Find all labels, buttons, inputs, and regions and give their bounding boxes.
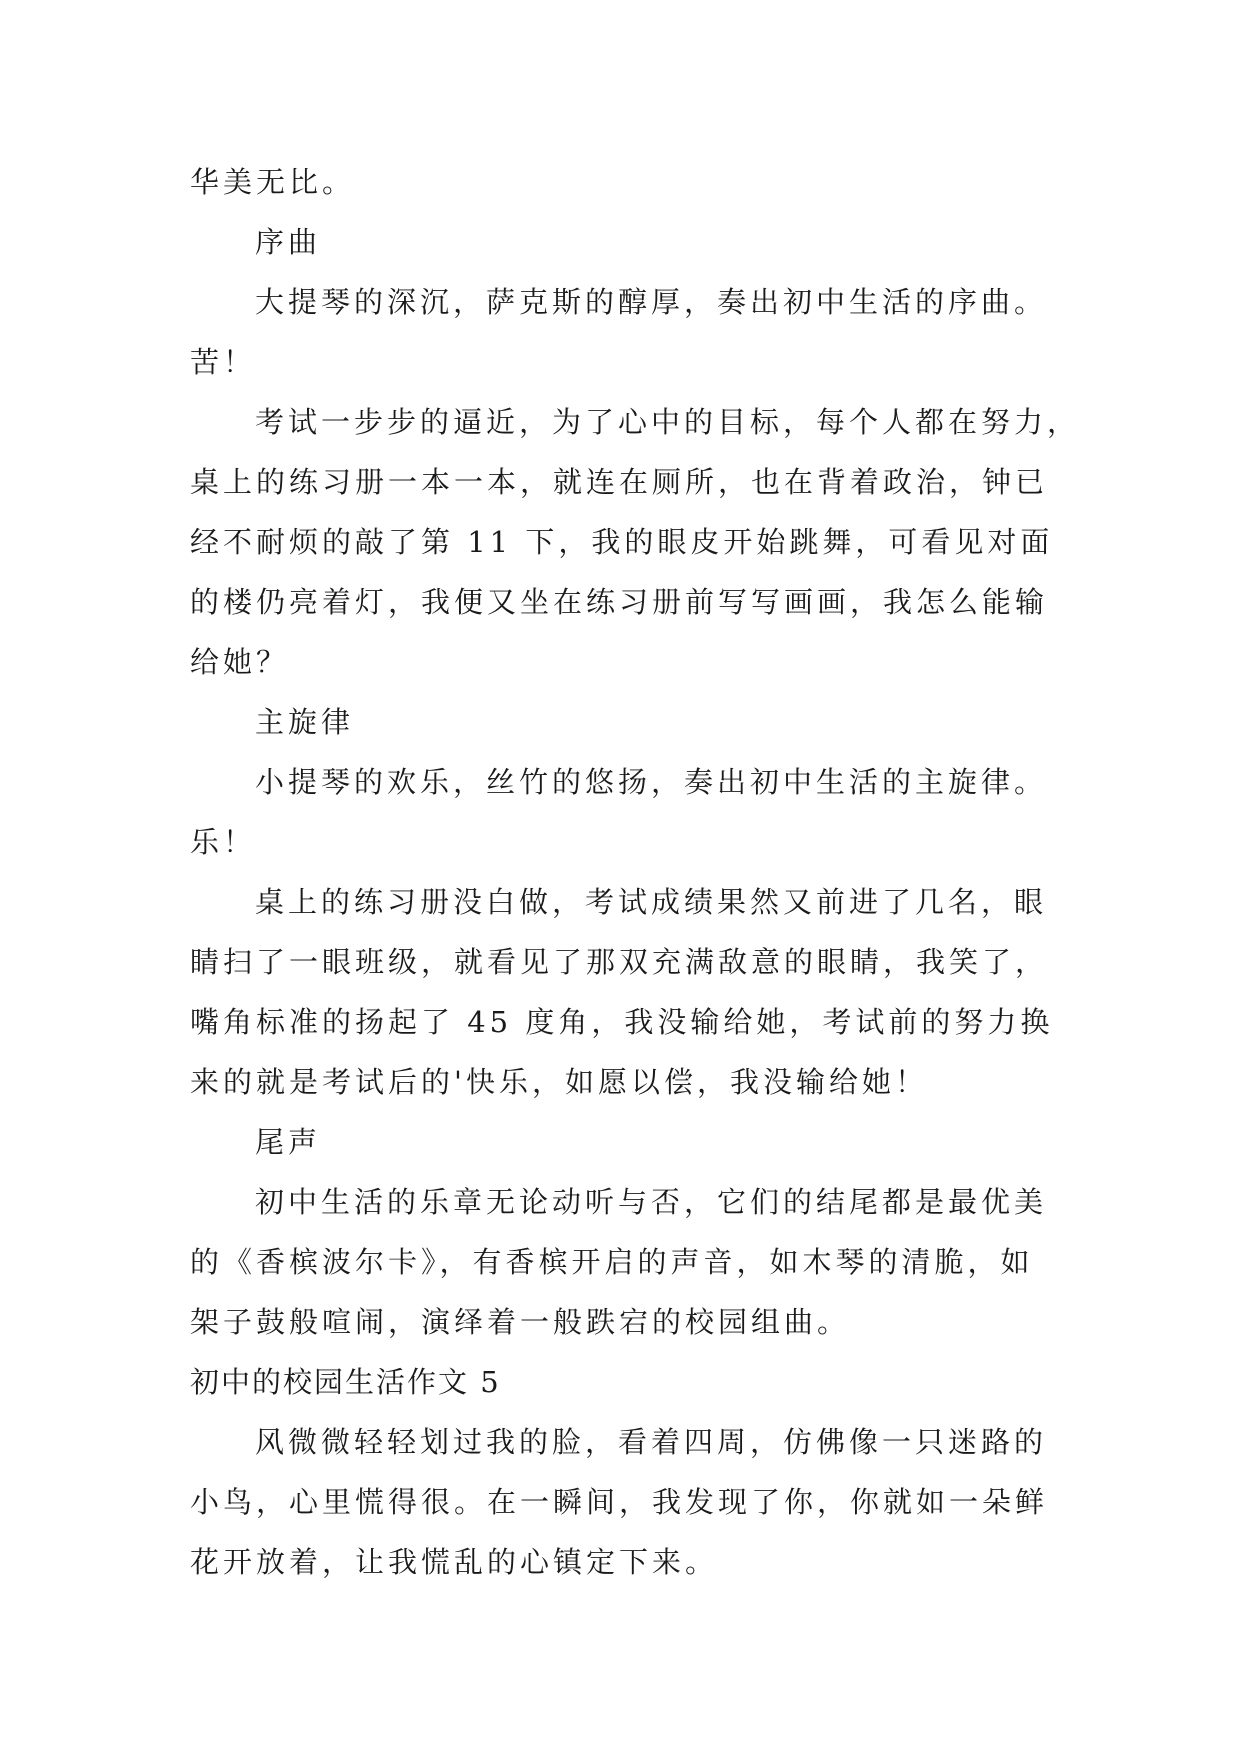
text-line: 桌上的练习册没白做，考试成绩果然又前进了几名，眼 bbox=[255, 885, 1048, 919]
text-line: 考试一步步的逼近，为了心中的目标，每个人都在努力， bbox=[255, 405, 1081, 439]
text-line: 睛扫了一眼班级，就看见了那双充满敌意的眼睛，我笑了， bbox=[190, 945, 1049, 979]
text-line: 初中生活的乐章无论动听与否，它们的结尾都是最优美 bbox=[255, 1185, 1048, 1219]
text-line: 小提琴的欢乐，丝竹的悠扬，奏出初中生活的主旋律。 bbox=[255, 765, 1048, 799]
text-line: 华美无比。 bbox=[190, 165, 356, 199]
text-line: 的《香槟波尔卡》，有香槟开启的声音，如木琴的清脆，如 bbox=[190, 1245, 1034, 1279]
text-line: 嘴角标准的扬起了 45 度角，我没输给她，考试前的努力换 bbox=[190, 1005, 1054, 1039]
text-line: 苦！ bbox=[190, 345, 257, 379]
section-heading-theme: 主旋律 bbox=[255, 705, 355, 739]
section-heading-coda: 尾声 bbox=[255, 1125, 322, 1159]
text-line: 风微微轻轻划过我的脸，看着四周，仿佛像一只迷路的 bbox=[255, 1425, 1048, 1459]
text-line: 架子鼓般喧闹，演绎着一般跌宕的校园组曲。 bbox=[190, 1305, 851, 1339]
text-line: 桌上的练习册一本一本，就连在厕所，也在背着政治，钟已 bbox=[190, 465, 1049, 499]
text-line: 的楼仍亮着灯，我便又坐在练习册前写写画画，我怎么能输 bbox=[190, 585, 1049, 619]
text-line: 乐！ bbox=[190, 825, 257, 859]
section-heading-prelude: 序曲 bbox=[255, 225, 322, 259]
text-line: 给她？ bbox=[190, 645, 290, 679]
text-line: 经不耐烦的敲了第 11 下，我的眼皮开始跳舞，可看见对面 bbox=[190, 525, 1054, 559]
essay-title: 初中的校园生活作文 5 bbox=[190, 1365, 501, 1399]
text-line: 花开放着，让我慌乱的心镇定下来。 bbox=[190, 1545, 719, 1579]
text-line: 来的就是考试后的'快乐，如愿以偿，我没输给她！ bbox=[190, 1065, 928, 1099]
text-line: 大提琴的深沉，萨克斯的醇厚，奏出初中生活的序曲。 bbox=[255, 285, 1048, 319]
text-line: 小鸟，心里慌得很。在一瞬间，我发现了你，你就如一朵鲜 bbox=[190, 1485, 1049, 1519]
